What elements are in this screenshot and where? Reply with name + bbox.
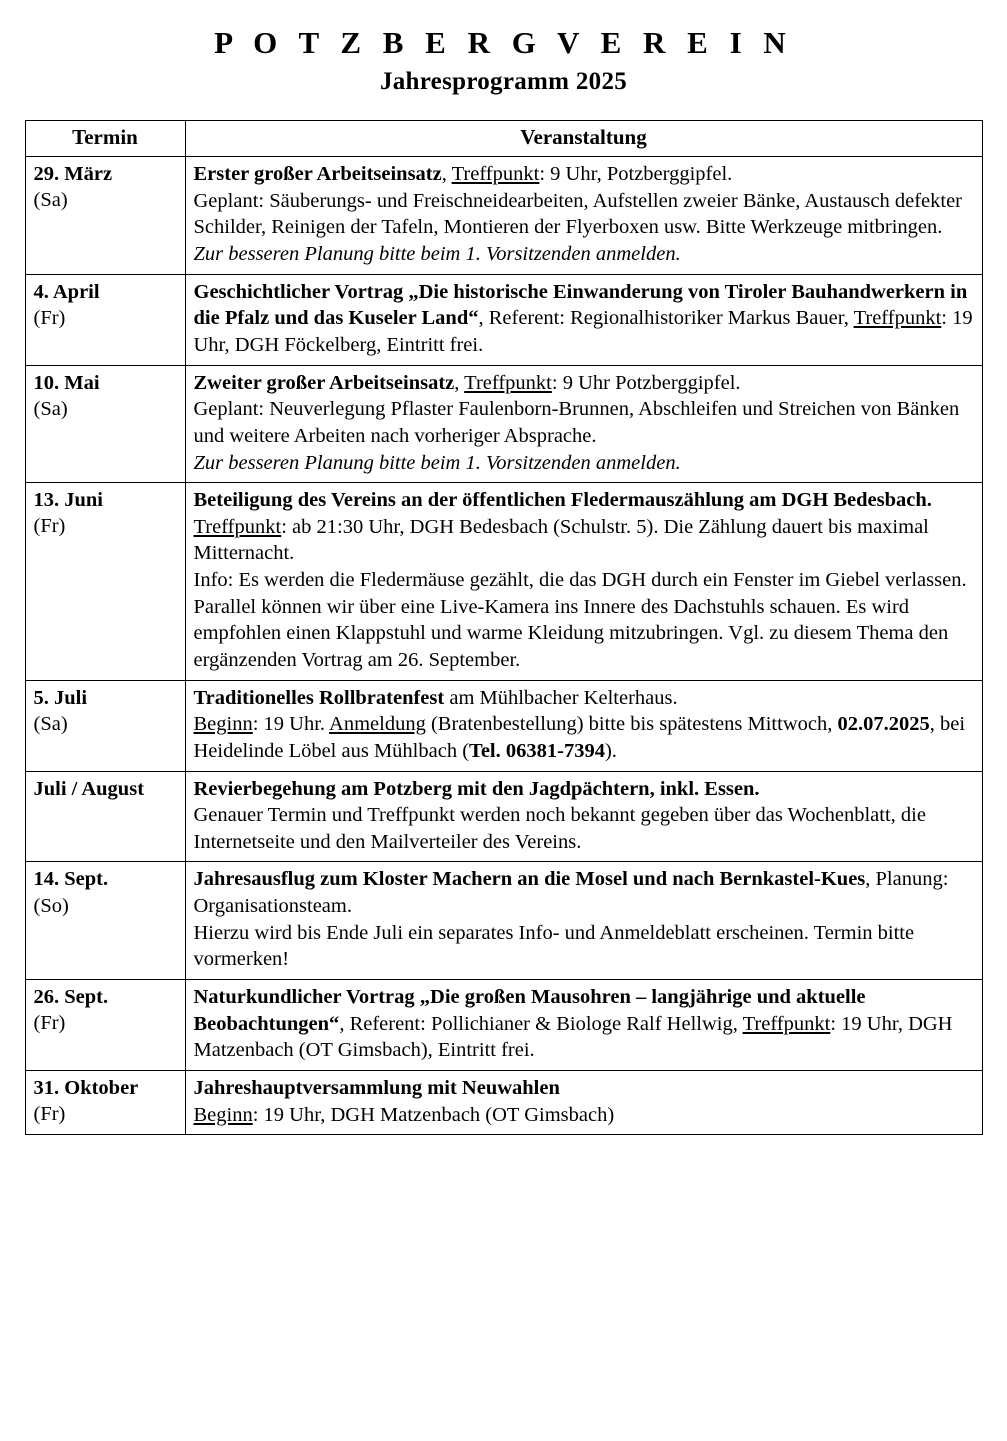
event-weekday: (Sa) [33, 397, 68, 420]
event-text-segment: Naturkundlicher Vortrag „Die großen Mausohren – langjährige und aktuelle Beobachtungen“ [193, 986, 866, 1035]
event-description-cell [185, 980, 982, 1071]
event-text-segment: Zur besseren Planung bitte beim 1. Vorsitzenden anmelden. [193, 451, 681, 474]
event-paragraph [194, 487, 974, 567]
event-weekday: (Sa) [33, 189, 68, 212]
event-weekday: (Fr) [33, 1012, 66, 1035]
event-weekday: (Fr) [33, 515, 66, 538]
event-description-cell [185, 157, 982, 275]
event-text-segment: Geplant: Neuverlegung Pflaster Faulenborn-Brunnen, Abschleifen und Streichen von Bänken und weitere Arbeiten nach vorheriger Absprache. [193, 398, 960, 447]
event-date-cell [25, 771, 185, 862]
event-text-segment: (Bratenbestellung) bitte bis spätestens Mittwoch, [425, 713, 838, 736]
event-text-segment: Tel. 06381-7394 [469, 739, 605, 762]
event-text-segment: : 19 Uhr, DGH Matzenbach (OT Gimsbach) [252, 1103, 615, 1126]
event-text-segment: Anmeldung [329, 713, 426, 736]
event-paragraph [194, 370, 974, 397]
table-row [25, 274, 982, 365]
event-date-cell [25, 365, 185, 483]
event-paragraph [194, 776, 974, 803]
event-text-segment: , [441, 163, 452, 186]
event-text-segment: , [454, 371, 465, 394]
event-date: 10. Mai [33, 371, 100, 394]
event-text-segment: , Planung: Organisationsteam. [193, 868, 949, 918]
event-date-cell [25, 862, 185, 980]
event-text-segment: : 9 Uhr Potzberggipfel. [551, 371, 741, 394]
event-description-cell [185, 680, 982, 771]
event-paragraph [194, 1102, 974, 1129]
event-paragraph [194, 396, 974, 449]
event-paragraph [194, 984, 974, 1064]
event-date-cell [25, 1070, 185, 1134]
event-description-cell [185, 771, 982, 862]
table-row [25, 771, 982, 862]
event-text-segment: Beginn [193, 1103, 253, 1126]
event-paragraph [194, 920, 974, 973]
event-text-segment: Info: Es werden die Fledermäuse gezählt, die das DGH durch ein Fenster im Giebel verlassen. Parallel können wir über eine Live-Kamera ins Innere des Dachstuhls schauen. Es wird empfohlen einen Klappstuhl und warme Kleidung mitzubringen. Vgl. zu diesem Thema den ergänzenden Vortrag am 26. September. [193, 569, 967, 671]
table-body [25, 157, 982, 1135]
event-paragraph [194, 241, 974, 268]
event-text-segment: Geplant: Säuberungs- und Freischneidearbeiten, Aufstellen zweier Bänke, Austausch defekter Schilder, Reinigen der Tafeln, Montieren der Flyerboxen usw. Bitte Werkzeuge mitbringen. [193, 189, 962, 239]
event-text-segment: Erster großer Arbeitseinsatz [193, 163, 442, 186]
event-text-segment: Hierzu wird bis Ende Juli ein separates Info- und Anmeldeblatt erscheinen. Termin bitte vormerken! [193, 921, 915, 971]
event-text-segment: : 9 Uhr, Potzberggipfel. [539, 163, 733, 186]
event-paragraph [194, 450, 974, 477]
program-table [25, 120, 983, 1135]
table-row [25, 862, 982, 980]
event-date-cell [25, 980, 185, 1071]
table-row [25, 1070, 982, 1134]
event-text-segment: Jahreshauptversammlung mit Neuwahlen [193, 1076, 560, 1099]
event-text-segment: Geschichtlicher Vortrag „Die historische Einwanderung von Tiroler Bauhandwerkern in die Pfalz und das Kuseler Land“ [193, 280, 968, 330]
page-subtitle: Jahresprogramm 2025 [379, 68, 628, 96]
event-text-segment: Traditionelles Rollbratenfest [193, 686, 445, 709]
event-text-segment: Beginn [193, 713, 253, 736]
table-row [25, 365, 982, 483]
event-text-segment: am Mühlbacher Kelterhaus. [444, 686, 678, 709]
event-date: 14. Sept. [33, 868, 109, 891]
event-description-cell [185, 483, 982, 680]
event-date-cell [25, 483, 185, 680]
event-paragraph [194, 802, 974, 855]
event-text-segment: : 19 Uhr, DGH Matzenbach (OT Gimsbach), Eintritt frei. [193, 1012, 953, 1062]
event-text-segment: Treffpunkt [464, 371, 552, 394]
event-text-segment: Jahresausflug zum Kloster Machern an die Mosel und nach Bernkastel-Kues [193, 868, 866, 891]
event-date: 5. Juli [33, 686, 88, 709]
event-text-segment: , Referent: Regionalhistoriker Markus Bauer, [478, 307, 854, 330]
event-text-segment: 02.07.2025 [837, 713, 930, 736]
event-weekday: (Sa) [33, 712, 68, 735]
table-row [25, 157, 982, 275]
event-text-segment: : ab 21:30 Uhr, DGH Bedesbach (Schulstr. 5). Die Zählung dauert bis maximal Mitternacht. [193, 515, 929, 565]
event-description-cell [185, 365, 982, 483]
event-paragraph [194, 711, 974, 764]
event-paragraph [194, 161, 974, 188]
table-header-row [25, 121, 982, 157]
event-weekday: (So) [33, 894, 69, 917]
page-title: P O T Z B E R G V E R E I N [214, 25, 793, 60]
event-description-cell [185, 862, 982, 980]
event-text-segment: Zur besseren Planung bitte beim 1. Vorsitzenden anmelden. [193, 243, 681, 266]
event-date: Juli / August [33, 777, 145, 800]
event-text-segment: , Referent: Pollichianer & Biologe Ralf Hellwig, [339, 1012, 743, 1035]
event-date-cell [25, 157, 185, 275]
event-paragraph [194, 1075, 974, 1102]
column-header-date: Termin [25, 121, 185, 157]
event-paragraph [194, 567, 974, 674]
table-row [25, 483, 982, 680]
event-paragraph [194, 866, 974, 919]
event-text-segment: Zweiter großer Arbeitseinsatz [193, 371, 455, 394]
event-text-segment: Genauer Termin und Treffpunkt werden noch bekannt gegeben über das Wochenblatt, die Internetseite und den Mailverteiler des Vereins. [193, 804, 926, 853]
event-text-segment: Treffpunkt [742, 1012, 831, 1035]
event-paragraph [194, 188, 974, 241]
event-text-segment: Treffpunkt [853, 307, 942, 330]
event-text-segment: Beteiligung des Vereins an der öffentlichen Fledermauszählung am DGH Bedesbach. [193, 489, 932, 512]
event-date: 4. April [33, 280, 100, 303]
event-weekday: (Fr) [33, 306, 66, 329]
event-text-segment: Revierbegehung am Potzberg mit den Jagdpächtern, inkl. Essen. [193, 777, 760, 800]
event-paragraph [194, 685, 974, 712]
event-date: 31. Oktober [33, 1076, 139, 1099]
event-text-segment: : 19 Uhr. [252, 713, 330, 736]
event-weekday: (Fr) [33, 1103, 66, 1126]
event-date-cell [25, 274, 185, 365]
event-date: 13. Juni [33, 489, 103, 512]
event-text-segment: Treffpunkt [451, 163, 540, 186]
event-text-segment: , bei Heidelinde Löbel aus Mühlbach ( [193, 713, 966, 762]
event-description-cell [185, 274, 982, 365]
column-header-event: Veranstaltung [185, 121, 982, 157]
table-row [25, 980, 982, 1071]
event-text-segment: Treffpunkt [193, 515, 282, 538]
event-date-cell [25, 680, 185, 771]
event-description-cell [185, 1070, 982, 1134]
event-paragraph [194, 279, 974, 359]
event-text-segment: ). [604, 739, 617, 762]
document-page [0, 26, 1007, 1441]
table-row [25, 680, 982, 771]
event-date: 29. März [33, 163, 113, 186]
event-text-segment: : 19 Uhr, DGH Föckelberg, Eintritt frei. [193, 307, 973, 356]
event-date: 26. Sept. [33, 986, 109, 1009]
